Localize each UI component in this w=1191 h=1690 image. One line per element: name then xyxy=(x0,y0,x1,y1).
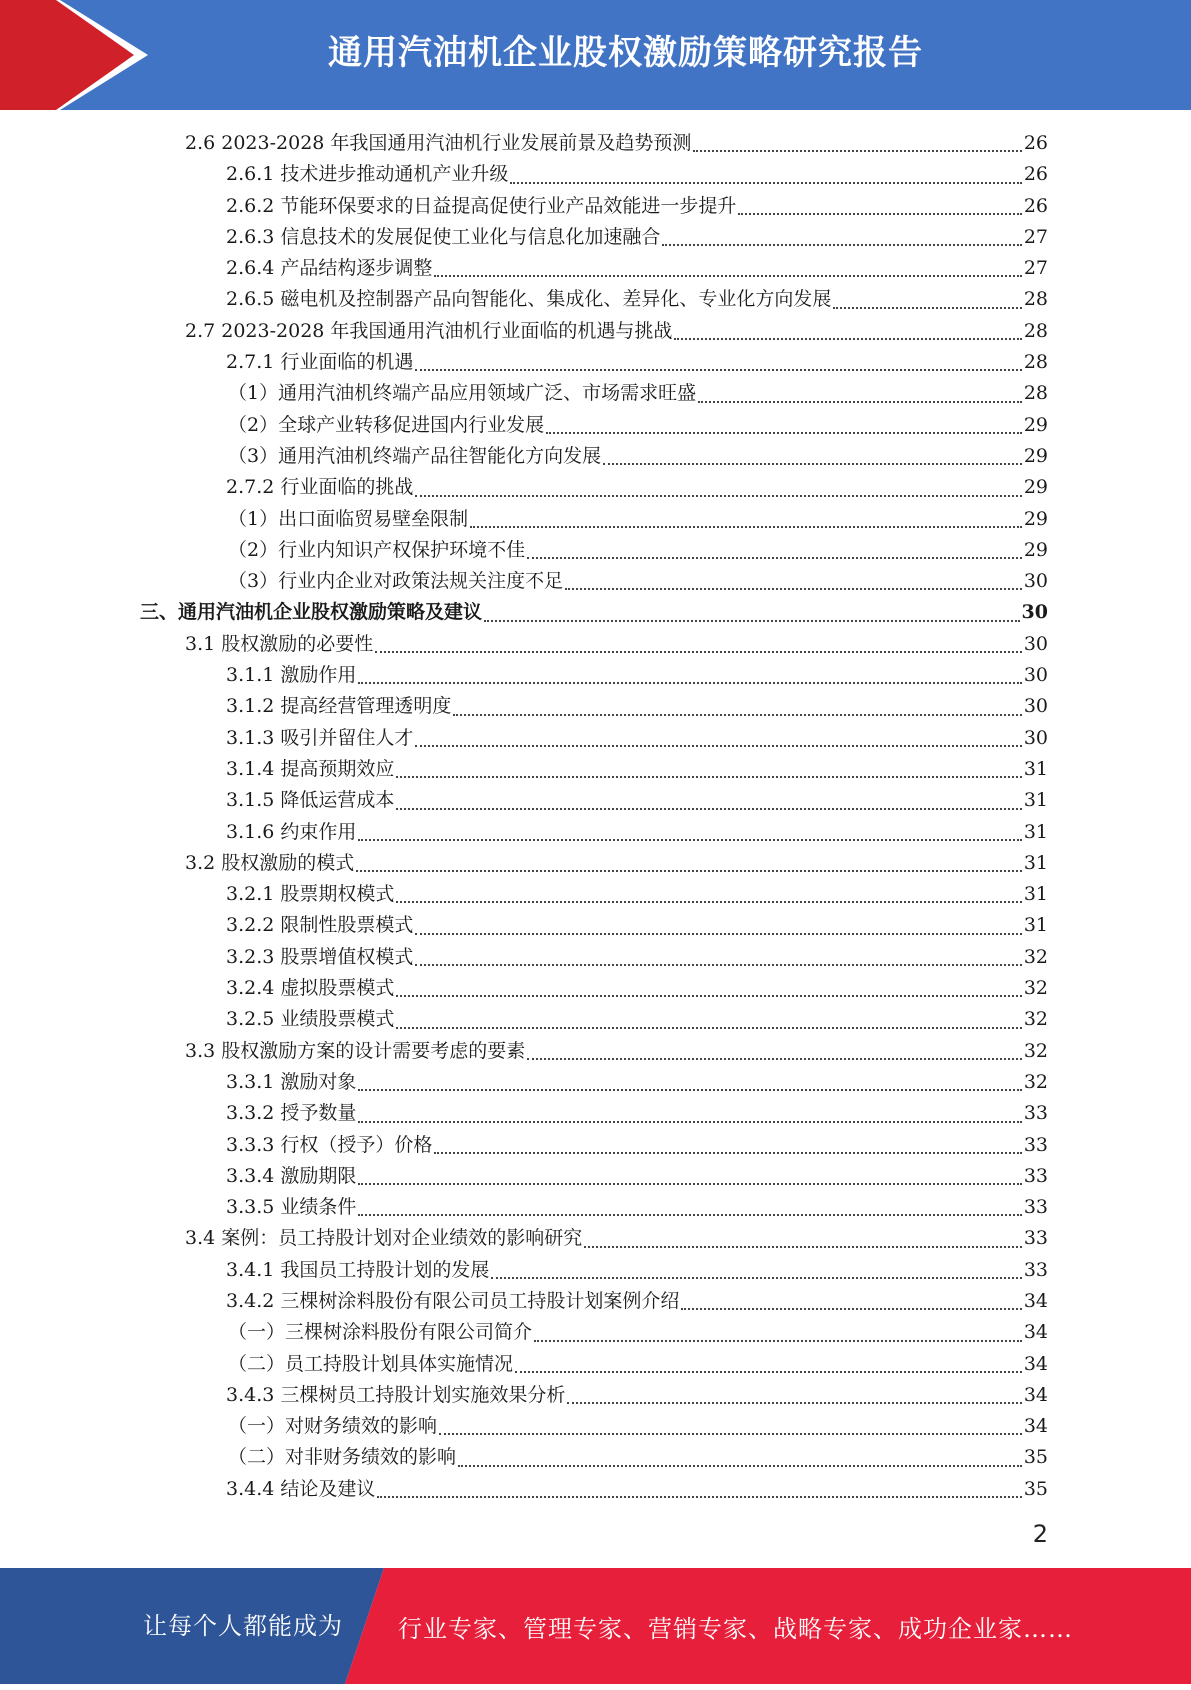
toc-entry[interactable] xyxy=(140,1411,1048,1442)
toc-entry-label: 3.3.3 行权（授予）价格 xyxy=(226,1133,433,1156)
toc-entry-page: 35 xyxy=(1023,1477,1048,1500)
toc-entry-page: 33 xyxy=(1023,1133,1048,1156)
footer-banner xyxy=(0,1568,1191,1684)
toc-entry[interactable] xyxy=(140,472,1048,503)
toc-entry[interactable] xyxy=(140,1067,1048,1098)
toc-entry[interactable] xyxy=(140,159,1048,190)
toc-entry[interactable] xyxy=(140,1223,1048,1254)
toc-entry-label: 3.3.1 激励对象 xyxy=(226,1070,357,1093)
toc-dot-leader xyxy=(527,557,1022,559)
toc-entry-page: 32 xyxy=(1023,1070,1048,1093)
toc-entry[interactable] xyxy=(140,1380,1048,1411)
toc-entry-page: 28 xyxy=(1023,382,1048,405)
toc-entry-label: 3.3 股权激励方案的设计需要考虑的要素 xyxy=(185,1039,526,1062)
toc-entry[interactable] xyxy=(140,1036,1048,1067)
toc-entry-page: 33 xyxy=(1023,1196,1048,1219)
toc-dot-leader xyxy=(567,1402,1021,1404)
toc-entry-page: 27 xyxy=(1023,257,1048,280)
toc-entry-label: 3.2.3 股票增值权模式 xyxy=(226,945,414,968)
toc-entry-label: 2.7.2 行业面临的挑战 xyxy=(226,476,414,499)
toc-dot-leader xyxy=(358,839,1021,841)
toc-entry-page: 34 xyxy=(1023,1383,1048,1406)
toc-entry-page: 30 xyxy=(1023,695,1048,718)
toc-entry-page: 29 xyxy=(1023,413,1048,436)
toc-dot-leader xyxy=(358,1214,1021,1216)
toc-entry[interactable] xyxy=(140,660,1048,691)
toc-dot-leader xyxy=(358,1121,1021,1123)
toc-dot-leader xyxy=(491,1277,1021,1279)
toc-entry[interactable] xyxy=(140,253,1048,284)
toc-entry-label: 3.2.4 虚拟股票模式 xyxy=(226,977,395,1000)
toc-entry-label: 3.4.2 三棵树涂料股份有限公司员工持股计划案例介绍 xyxy=(226,1289,680,1312)
toc-entry-page: 30 xyxy=(1023,632,1048,655)
toc-dot-leader xyxy=(458,1465,1022,1467)
toc-entry-page: 32 xyxy=(1023,977,1048,1000)
toc-entry-page: 28 xyxy=(1023,351,1048,374)
toc-entry-page: 30 xyxy=(1021,601,1048,624)
toc-entry-page: 26 xyxy=(1023,163,1048,186)
toc-entry-label: 2.6.5 磁电机及控制器产品向智能化、集成化、差异化、专业化方向发展 xyxy=(226,288,832,311)
toc-entry[interactable] xyxy=(140,410,1048,441)
toc-entry[interactable] xyxy=(140,597,1048,628)
toc-entry-label: （3）行业内企业对政策法规关注度不足 xyxy=(228,570,564,593)
toc-entry[interactable] xyxy=(140,191,1048,222)
toc-entry-page: 31 xyxy=(1023,851,1048,874)
toc-dot-leader xyxy=(396,901,1021,903)
toc-dot-leader xyxy=(674,338,1021,340)
toc-entry-label: 2.6 2023-2028 年我国通用汽油机行业发展前景及趋势预测 xyxy=(185,132,692,154)
toc-entry-label: （1）通用汽油机终端产品应用领域广泛、市场需求旺盛 xyxy=(228,382,697,405)
toc-entry-label: 3.2.2 限制性股票模式 xyxy=(226,914,414,937)
toc-entry-label: 3.1.3 吸引并留住人才 xyxy=(226,726,414,749)
toc-entry-page: 28 xyxy=(1023,319,1048,342)
toc-entry[interactable] xyxy=(140,316,1048,347)
toc-dot-leader xyxy=(693,150,1021,152)
toc-dot-leader xyxy=(415,964,1021,966)
toc-entry[interactable] xyxy=(140,441,1048,472)
toc-entry-page: 34 xyxy=(1023,1321,1048,1344)
toc-entry-label: 2.7 2023-2028 年我国通用汽油机行业面临的机遇与挑战 xyxy=(185,319,673,342)
toc-dot-leader xyxy=(396,808,1021,810)
toc-entry-label: 2.6.4 产品结构逐步调整 xyxy=(226,257,433,280)
toc-entry-label: （二）员工持股计划具体实施情况 xyxy=(228,1352,514,1375)
toc-entry-label: （一）三棵树涂料股份有限公司简介 xyxy=(228,1321,533,1344)
toc-dot-leader xyxy=(546,432,1022,434)
toc-entry[interactable] xyxy=(140,754,1048,785)
toc-entry-label: 2.6.2 节能环保要求的日益提高促使行业产品效能进一步提升 xyxy=(226,194,737,217)
toc-entry-label: 2.6.1 技术进步推动通机产业升级 xyxy=(226,163,509,186)
toc-entry-page: 26 xyxy=(1023,194,1048,217)
toc-entry[interactable] xyxy=(140,1098,1048,1129)
toc-entry-page: 33 xyxy=(1023,1227,1048,1250)
toc-entry-label: （一）对财务绩效的影响 xyxy=(228,1415,438,1438)
footer-slogan-right: 行业专家、管理专家、营销专家、战略专家、成功企业家…… xyxy=(398,1615,1073,1643)
report-title: 通用汽油机企业股权激励策略研究报告 xyxy=(328,33,923,73)
toc-entry-label: 3.1.4 提高预期效应 xyxy=(226,757,395,780)
toc-dot-leader xyxy=(415,745,1021,747)
toc-entry-label: （3）通用汽油机终端产品往智能化方向发展 xyxy=(228,444,602,467)
toc-entry[interactable] xyxy=(140,222,1048,253)
toc-entry-label: 3.1 股权激励的必要性 xyxy=(185,632,374,655)
toc-entry-label: （2）全球产业转移促进国内行业发展 xyxy=(228,413,545,436)
toc-entry-label: 3.1.1 激励作用 xyxy=(226,664,357,687)
toc-entry-page: 29 xyxy=(1023,538,1048,561)
toc-dot-leader xyxy=(439,1433,1022,1435)
toc-entry-page: 34 xyxy=(1023,1352,1048,1375)
toc-entry[interactable] xyxy=(140,723,1048,754)
toc-entry[interactable] xyxy=(140,1286,1048,1317)
table-of-contents xyxy=(140,128,1048,1505)
toc-entry[interactable] xyxy=(140,347,1048,378)
toc-entry-label: 3.3.4 激励期限 xyxy=(226,1164,357,1187)
toc-entry-page: 30 xyxy=(1023,726,1048,749)
toc-dot-leader xyxy=(377,1496,1021,1498)
toc-dot-leader xyxy=(358,1183,1021,1185)
toc-entry[interactable] xyxy=(140,942,1048,973)
toc-dot-leader xyxy=(527,1058,1022,1060)
toc-entry-page: 31 xyxy=(1023,789,1048,812)
toc-dot-leader xyxy=(453,714,1021,716)
toc-dot-leader xyxy=(358,1089,1021,1091)
toc-dot-leader xyxy=(375,651,1022,653)
toc-dot-leader xyxy=(565,588,1022,590)
toc-entry-label: 3.3.2 授予数量 xyxy=(226,1102,357,1125)
toc-dot-leader xyxy=(681,1308,1021,1310)
toc-entry-label: （二）对非财务绩效的影响 xyxy=(228,1446,457,1469)
toc-entry[interactable] xyxy=(140,973,1048,1004)
toc-dot-leader xyxy=(698,401,1022,403)
footer-slogan-left: 让每个人都能成为 xyxy=(143,1612,343,1640)
toc-entry-page: 29 xyxy=(1023,444,1048,467)
toc-entry-page: 32 xyxy=(1023,945,1048,968)
toc-entry[interactable] xyxy=(140,128,1048,159)
header-banner xyxy=(0,0,1191,110)
toc-entry-page: 27 xyxy=(1023,225,1048,248)
toc-entry-page: 31 xyxy=(1023,883,1048,906)
toc-dot-leader xyxy=(534,1340,1022,1342)
toc-entry-page: 29 xyxy=(1023,476,1048,499)
toc-entry[interactable] xyxy=(140,535,1048,566)
toc-entry-page: 30 xyxy=(1023,664,1048,687)
toc-dot-leader xyxy=(510,182,1021,184)
toc-dot-leader xyxy=(434,275,1021,277)
toc-entry-label: 3.4 案例：员工持股计划对企业绩效的影响研究 xyxy=(185,1227,583,1250)
toc-entry[interactable] xyxy=(140,691,1048,722)
toc-dot-leader xyxy=(415,495,1021,497)
toc-entry-page: 32 xyxy=(1023,1008,1048,1031)
toc-entry-page: 33 xyxy=(1023,1164,1048,1187)
toc-entry-page: 34 xyxy=(1023,1289,1048,1312)
toc-entry-page: 33 xyxy=(1023,1102,1048,1125)
toc-entry-label: 2.7.1 行业面临的机遇 xyxy=(226,351,414,374)
toc-dot-leader xyxy=(396,776,1021,778)
toc-entry-label: （2）行业内知识产权保护环境不佳 xyxy=(228,538,526,561)
toc-entry[interactable] xyxy=(140,1442,1048,1473)
toc-entry-label: 3.4.1 我国员工持股计划的发展 xyxy=(226,1258,490,1281)
toc-entry-label: 2.6.3 信息技术的发展促使工业化与信息化加速融合 xyxy=(226,225,661,248)
toc-entry-page: 31 xyxy=(1023,757,1048,780)
toc-entry-label: 3.4.4 结论及建议 xyxy=(226,1477,376,1500)
toc-entry[interactable] xyxy=(140,629,1048,660)
toc-dot-leader xyxy=(470,526,1022,528)
toc-dot-leader xyxy=(396,1027,1021,1029)
toc-dot-leader xyxy=(584,1246,1022,1248)
toc-entry[interactable] xyxy=(140,1349,1048,1380)
toc-entry-page: 35 xyxy=(1023,1446,1048,1469)
toc-entry[interactable] xyxy=(140,378,1048,409)
toc-entry[interactable] xyxy=(140,1474,1048,1505)
toc-entry[interactable] xyxy=(140,504,1048,535)
toc-entry-label: 3.1.6 约束作用 xyxy=(226,820,357,843)
toc-entry-page: 32 xyxy=(1023,1039,1048,1062)
toc-entry-label: 3.3.5 业绩条件 xyxy=(226,1196,357,1219)
toc-entry-page: 29 xyxy=(1023,507,1048,530)
toc-entry[interactable] xyxy=(140,1130,1048,1161)
toc-dot-leader xyxy=(738,213,1021,215)
toc-entry-page: 34 xyxy=(1023,1415,1048,1438)
toc-dot-leader xyxy=(396,995,1021,997)
toc-entry[interactable] xyxy=(140,566,1048,597)
toc-entry-label: 3.2.1 股票期权模式 xyxy=(226,883,395,906)
toc-entry[interactable] xyxy=(140,284,1048,315)
page-number: 2 xyxy=(1032,1520,1048,1548)
toc-dot-leader xyxy=(603,463,1022,465)
toc-entry-label: （1）出口面临贸易壁垒限制 xyxy=(228,507,469,530)
toc-entry-page: 30 xyxy=(1023,570,1048,593)
toc-entry-page: 26 xyxy=(1023,132,1048,154)
toc-dot-leader xyxy=(833,307,1021,309)
toc-entry[interactable] xyxy=(140,910,1048,941)
toc-dot-leader xyxy=(434,1152,1021,1154)
toc-entry-page: 31 xyxy=(1023,914,1048,937)
toc-entry[interactable] xyxy=(140,848,1048,879)
toc-dot-leader xyxy=(356,870,1022,872)
toc-entry-page: 31 xyxy=(1023,820,1048,843)
toc-entry-label: 3.2 股权激励的模式 xyxy=(185,851,355,874)
toc-entry[interactable] xyxy=(140,1255,1048,1286)
toc-entry-label: 3.2.5 业绩股票模式 xyxy=(226,1008,395,1031)
toc-entry-page: 33 xyxy=(1023,1258,1048,1281)
toc-entry[interactable] xyxy=(140,1161,1048,1192)
toc-entry-label: 3.1.5 降低运营成本 xyxy=(226,789,395,812)
toc-dot-leader xyxy=(515,1371,1022,1373)
toc-dot-leader xyxy=(415,933,1021,935)
toc-dot-leader xyxy=(358,682,1021,684)
toc-entry-page: 28 xyxy=(1023,288,1048,311)
toc-dot-leader xyxy=(662,244,1021,246)
toc-dot-leader xyxy=(484,620,1020,622)
toc-entry-label: 3.1.2 提高经营管理透明度 xyxy=(226,695,452,718)
toc-entry[interactable] xyxy=(140,1192,1048,1223)
toc-entry-label: 三、通用汽油机企业股权激励策略及建议 xyxy=(140,601,483,624)
toc-entry[interactable] xyxy=(140,817,1048,848)
toc-entry[interactable] xyxy=(140,1004,1048,1035)
toc-entry[interactable] xyxy=(140,785,1048,816)
toc-dot-leader xyxy=(415,369,1021,371)
toc-entry-label: 3.4.3 三棵树员工持股计划实施效果分析 xyxy=(226,1383,566,1406)
toc-entry[interactable] xyxy=(140,879,1048,910)
toc-entry[interactable] xyxy=(140,1317,1048,1348)
